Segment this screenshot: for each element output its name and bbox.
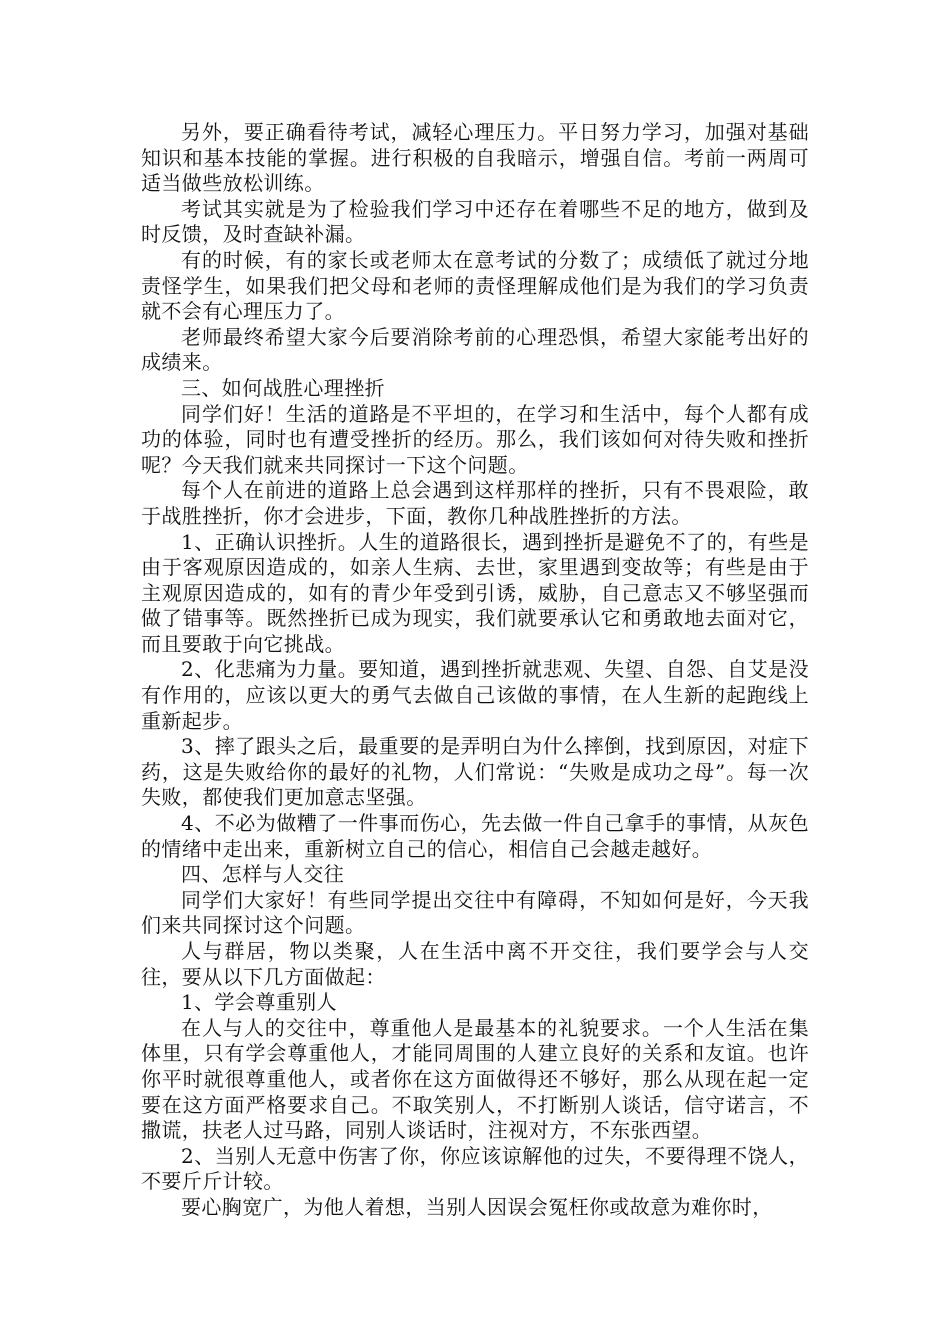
list-item: 4、不必为做糟了一件事而伤心，先去做一件自己拿手的事情，从灰色的情绪中走出来，重新树立自己的信心，相信自己会越走越好。 <box>141 811 809 861</box>
paragraph: 在人与人的交往中，尊重他人是最基本的礼貌要求。一个人生活在集体里，只有学会尊重他人，才能同周围的人建立良好的关系和友谊。也许你平时就很尊重他人，或者你在这方面做得还不够好，那么从现在起一定要在这方面严格要求自己。不取笑别人，不打断别人谈话，信守诺言，不撒谎，扶老人过马路，同别人谈话时，注视对方，不东张西望。 <box>141 1015 809 1143</box>
subheading: 1、学会尊重别人 <box>181 990 337 1015</box>
list-item: 2、当别人无意中伤害了你，你应该谅解他的过失，不要得理不饶人，不要斤斤计较。 <box>141 1143 809 1194</box>
paragraph: 另外，要正确看待考试，减轻心理压力。平日努力学习，加强对基础知识和基本技能的掌握。进行积极的自我暗示，增强自信。考前一两周可适当做些放松训练。 <box>141 120 809 196</box>
document-body <box>141 120 809 1221</box>
list-item: 2、化悲痛为力量。要知道，遇到挫折就悲观、失望、自怨、自艾是没有作用的，应该以更大的勇气去做自己该做的事情，在人生新的起跑线上重新起步。 <box>141 657 809 733</box>
paragraph: 同学们大家好！有些同学提出交往中有障碍，不知如何是好，今天我们来共同探讨这个问题。 <box>141 887 809 938</box>
paragraph: 有的时候，有的家长或老师太在意考试的分数了；成绩低了就过分地责怪学生，如果我们把父母和老师的责怪理解成他们是为我们的学习负责就不会有心理压力了。 <box>141 247 809 324</box>
section-heading: 四、怎样与人交往 <box>181 862 345 887</box>
paragraph: 考试其实就是为了检验我们学习中还存在着哪些不足的地方，做到及时反馈，及时查缺补漏。 <box>141 196 809 247</box>
list-item: 1、正确认识挫折。人生的道路很长，遇到挫折是避免不了的，有些是由于客观原因造成的，如亲人生病、去世，家里遇到变故等；有些是由于主观原因造成的，如有的青少年受到引诱，威胁，自己意志又不够坚强而做了错事等。既然挫折已成为现实，我们就要承认它和勇敢地去面对它，而且要敢于向它挑战。 <box>141 529 809 656</box>
paragraph: 同学们好！生活的道路是不平坦的，在学习和生活中，每个人都有成功的体验，同时也有遭受挫折的经历。那么，我们该如何对待失败和挫折呢？今天我们就来共同探讨一下这个问题。 <box>141 401 809 477</box>
paragraph: 人与群居，物以类聚，人在生活中离不开交往，我们要学会与人交往，要从以下几方面做起： <box>141 939 809 989</box>
section-heading: 三、如何战胜心理挫折 <box>181 375 385 400</box>
list-item: 3、摔了跟头之后，最重要的是弄明白为什么摔倒，找到原因，对症下药，这是失败给你的最好的礼物，人们常说：“失败是成功之母”。每一次失败，都使我们更加意志坚强。 <box>141 734 809 810</box>
paragraph: 老师最终希望大家今后要消除考前的心理恐惧，希望大家能考出好的成绩来。 <box>141 324 809 375</box>
paragraph: 每个人在前进的道路上总会遇到这样那样的挫折，只有不畏艰险，敢于战胜挫折，你才会进步，下面，教你几种战胜挫折的方法。 <box>141 478 809 528</box>
paragraph: 要心胸宽广，为他人着想，当别人因误会冤枉你或故意为难你时， <box>181 1194 773 1219</box>
